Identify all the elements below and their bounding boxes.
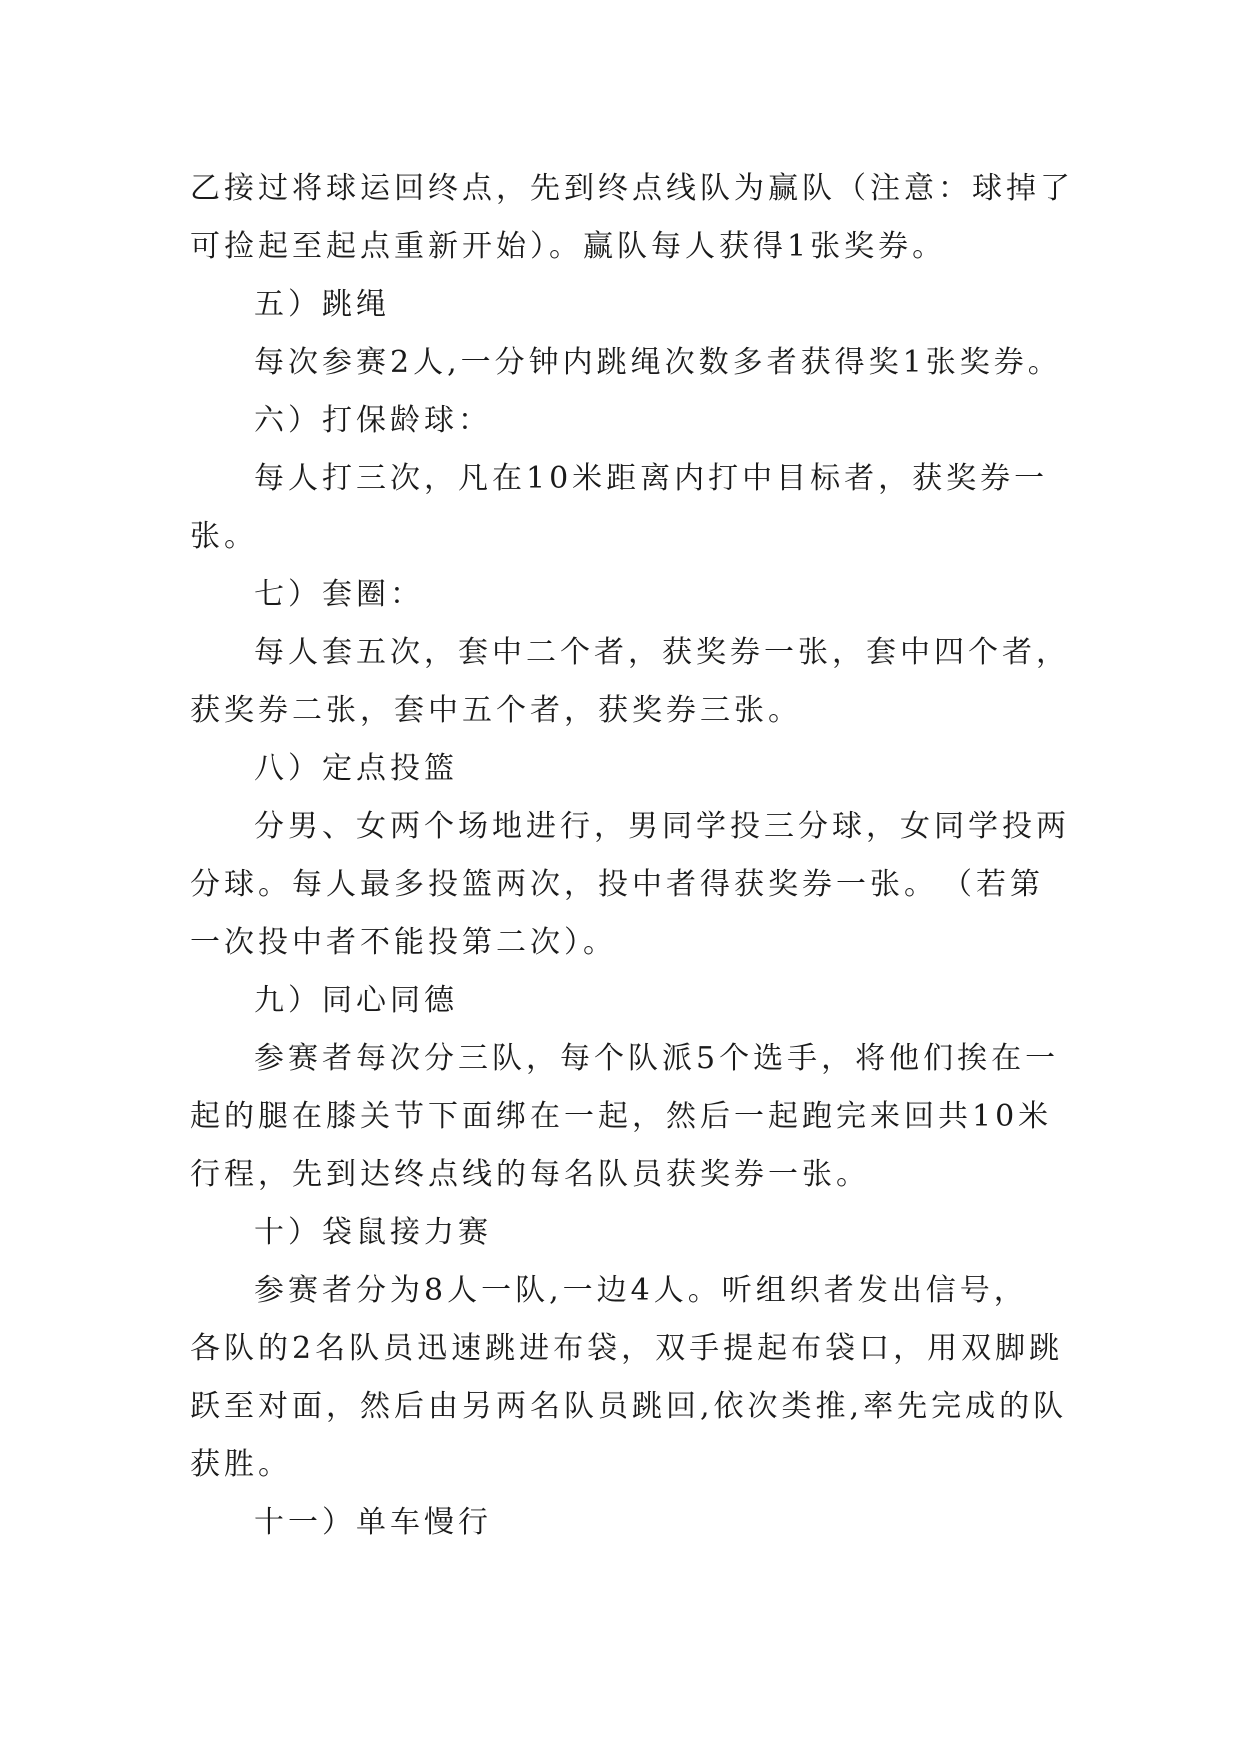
text-line: 分男、女两个场地进行，男同学投三分球，女同学投两 [254,809,1070,844]
text-line: 每人套五次，套中二个者，获奖券一张，套中四个者， [254,635,1070,670]
text-line: 七）套圈： [254,577,424,612]
text-line: 跃至对面，然后由另两名队员跳回,依次类推,率先完成的队 [190,1389,1068,1424]
text-line: 一次投中者不能投第二次）。 [190,925,617,960]
document-body [190,160,1074,1552]
text-line: 每次参赛2人,一分钟内跳绳次数多者获得奖1张奖券。 [254,345,1062,380]
text-line: 六）打保龄球： [254,403,492,438]
text-line: 九）同心同德 [254,983,458,1018]
text-line: 分球。每人最多投篮两次，投中者得获奖券一张。 （若第 [190,867,1044,902]
text-line: 参赛者每次分三队，每个队派5个选手，将他们挨在一 [254,1041,1060,1076]
text-line: 起的腿在膝关节下面绑在一起，然后一起跑完来回共10米 [190,1099,1053,1134]
text-line: 八）定点投篮 [254,751,458,786]
text-line: 行程，先到达终点线的每名队员获奖券一张。 [190,1157,870,1192]
text-line: 张。 [190,519,258,554]
text-line: 五）跳绳 [254,287,390,322]
text-line: 获奖券二张，套中五个者，获奖券三张。 [190,693,802,728]
text-line: 乙接过将球运回终点，先到终点线队为赢队（注意：球掉了 [190,171,1074,206]
text-line: 十）袋鼠接力赛 [254,1215,492,1250]
text-line: 可捡起至起点重新开始）。赢队每人获得1张奖券。 [190,229,947,264]
text-line: 每人打三次，凡在10米距离内打中目标者，获奖券一 [254,461,1049,496]
text-line: 十一）单车慢行 [254,1505,492,1540]
text-line: 各队的2名队员迅速跳进布袋，双手提起布袋口，用双脚跳 [190,1331,1064,1366]
text-line: 获胜。 [190,1447,292,1482]
text-line: 参赛者分为8人一队,一边4人。听组织者发出信号， [254,1273,1028,1308]
